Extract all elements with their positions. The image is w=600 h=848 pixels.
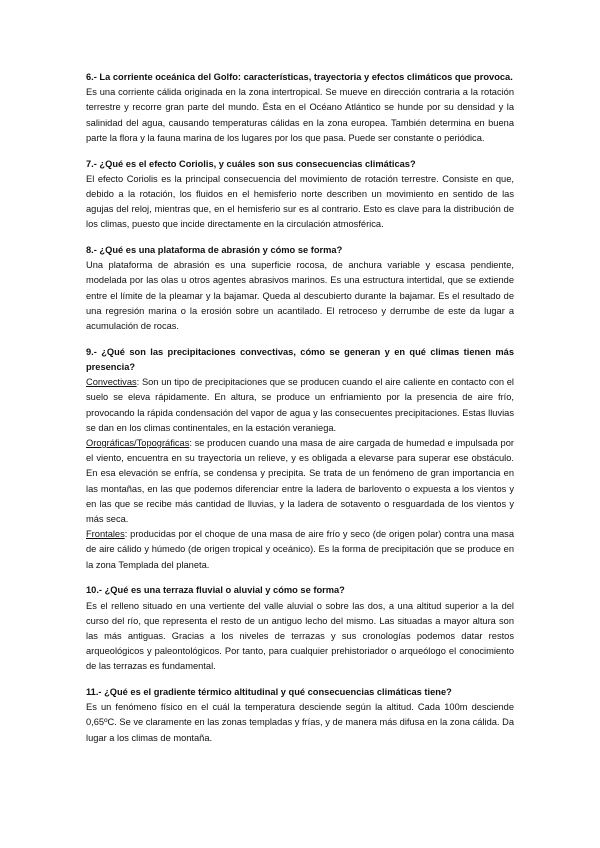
question-heading: 10.- ¿Qué es una terraza fluvial o aluvial y cómo se forma? [86,585,345,596]
section-10 [86,583,514,674]
answer-paragraph: El efecto Coriolis es la principal consecuencia del movimiento de rotación terrestre. Consiste en que, debido a la rotación, los fluidos en el hemisferio norte describen un movimiento en sentido de las agujas del reloj, mientras que, en el hemisferio sur es al contrario. Esto es clave para la distribución de los climas, puesto que incide directamente en la circulación atmosférica. [86,173,514,230]
answer-paragraph [86,527,514,573]
term-label: Orográficas/Topográficas [86,437,190,448]
answer-paragraph: Es una corriente cálida originada en la zona intertropical. Se mueve en dirección contraria a la rotación terrestre y recorre gran parte del mundo. Ésta en el Océano Atlántico se hunde por su densidad y la salinidad del agua, causando temperaturas cálidas en la zona europea. También determina en buena parte la flora y la fauna marina de los lugares por los que pasa. Puede ser constante o periódica. [86,87,514,143]
question-heading: 11.- ¿Qué es el gradiente térmico altitudinal y qué consecuencias climáticas tiene? [86,687,452,698]
answer-paragraph [86,436,514,527]
section-8 [86,243,514,334]
section-7 [86,157,514,233]
term-text: : se producen cuando una masa de aire cargada de humedad e impulsada por el viento, encuentra en su trayectoria un relieve, y es obligada a elevarse para superar ese obstáculo. En esa elevación se enfría, se condensa y precipita. Se trata de un fenómeno de gran importancia en las montañas, en las que podemos diferenciar entre la ladera de barlovento o expuesta a los vientos y en las que se recibe más cantidad de lluvias, y la ladera de sotavento o resguardada de los vientos y más seca. [86,437,514,524]
question-heading: 8.- ¿Qué es una plataforma de abrasión y cómo se forma? [86,245,343,256]
answer-paragraph [86,375,514,436]
section-6 [86,70,514,146]
answer-paragraph: Una plataforma de abrasión es una superficie rocosa, de anchura variable y escasa pendiente, modelada por las olas u otros agentes abrasivos marinos. Es una estructura intertidal, que se extiende entre el límite de la pleamar y la bajamar. Queda al descubierto durante la bajamar. Es el resultado de una regresión marina o la erosión sobre un acantilado. El retroceso y derrumbe de este da lugar a acumulación de rocas. [86,260,514,332]
term-label: Convectivas [86,377,137,388]
answer-paragraph: Es el relleno situado en una vertiente del valle aluvial o sobre las dos, a una altitud superior a la del curso del río, que representa el resto de un antiguo lecho del mismo. Las situadas a mayor altura son las más antiguas. Gracias a los niveles de terrazas y sus cronologías podemos datar restos arqueológicos y paleontológicos. Por tanto, para cualquier prehistoriador o arqueólogo el conocimiento de las terrazas es fundamental. [86,600,514,672]
answer-paragraph: Es un fenómeno físico en el cuál la temperatura desciende según la altitud. Cada 100m desciende 0,65ºC. Se ve claramente en las zonas templadas y frías, y de manera más difusa en la zona cálida. Da lugar a los climas de montaña. [86,702,514,743]
term-text: : producidas por el choque de una masa de aire frío y seco (de origen polar) contra una masa de aire cálido y húmedo (de origen tropical y oceánico). Es la forma de precipitación que se produce en la zona Templada del planeta. [86,529,514,570]
term-label: Frontales [86,529,125,540]
section-9 [86,345,514,573]
question-heading: 6.- La corriente oceánica del Golfo: características, trayectoria y efectos climáticos que provoca. [86,72,513,82]
section-11 [86,685,514,746]
term-text: : Son un tipo de precipitaciones que se producen cuando el aire caliente en contacto con el suelo se eleva rápidamente. En altura, se produce un enfriamiento por la presencia de aire frío, provocando la rápida condensación del vapor de agua y las consecuentes precipitaciones. Estas lluvias se dan en los climas continentales, en la estación veraniega. [86,377,514,433]
question-heading: 9.- ¿Qué son las precipitaciones convectivas, cómo se generan y en qué climas tienen más presencia? [86,346,514,372]
question-heading: 7.- ¿Qué es el efecto Coriolis, y cuáles son sus consecuencias climáticas? [86,158,416,169]
